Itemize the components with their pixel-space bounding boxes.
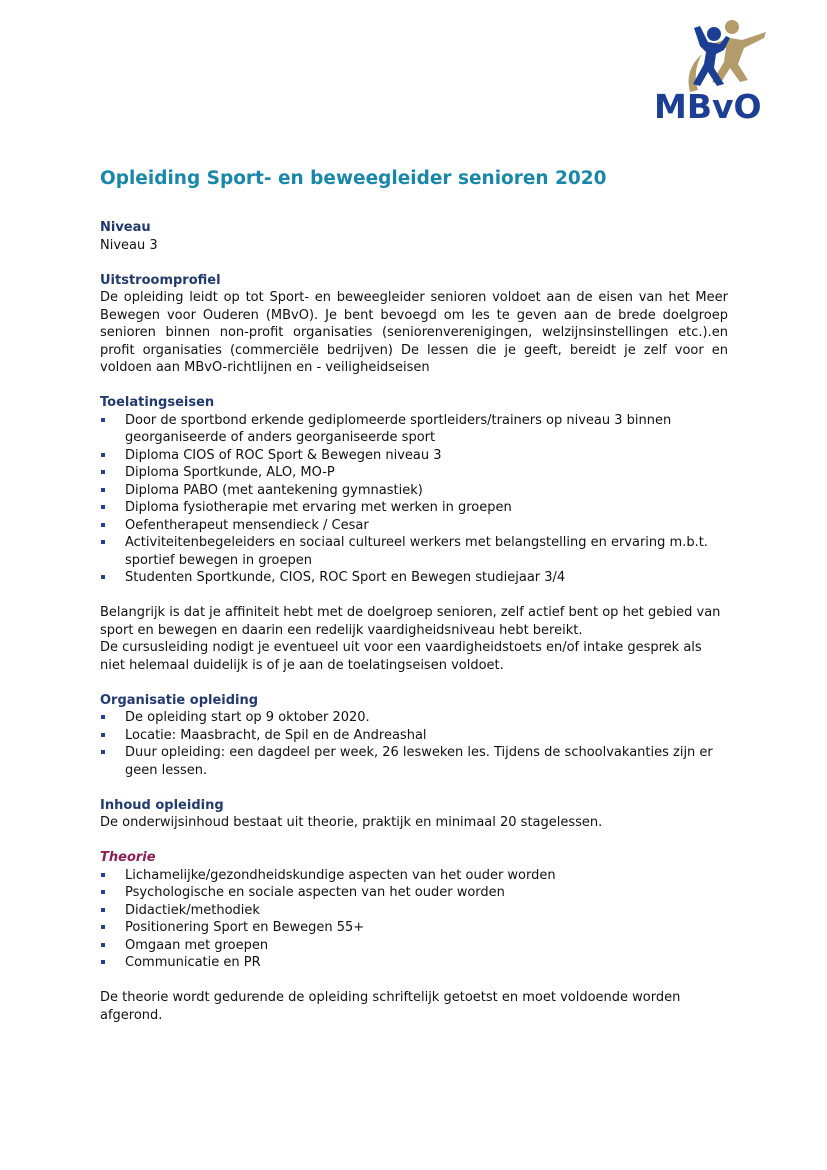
list-item: Psychologische en sociale aspecten van het ouder worden: [100, 884, 728, 902]
logo-text: MBvO: [654, 87, 762, 124]
list-item: Communicatie en PR: [100, 954, 728, 972]
theorie-section: [100, 849, 728, 972]
belangrijk-section: [100, 604, 728, 674]
list-item: Activiteitenbegeleiders en sociaal cultureel werkers met belangstelling en ervaring m.b.t. sportief bewegen in groepen: [100, 534, 728, 569]
list-item: De opleiding start op 9 oktober 2020.: [100, 709, 728, 727]
list-item: Positionering Sport en Bewegen 55+: [100, 919, 728, 937]
niveau-section: [100, 219, 728, 254]
list-item: Diploma PABO (met aantekening gymnastiek): [100, 482, 728, 500]
niveau-text: Niveau 3: [100, 237, 158, 253]
inhoud-text: De onderwijsinhoud bestaat uit theorie, praktijk en minimaal 20 stagelessen.: [100, 815, 603, 830]
cursusleiding-paragraph: De cursusleiding nodigt je eventueel uit voor een vaardigheidstoets en/of intake gesprek als niet helemaal duidelijk is of je aan de toelatingseisen voldoet.: [100, 640, 702, 673]
organisatie-section: [100, 692, 728, 780]
inhoud-heading: Inhoud opleiding: [100, 797, 224, 813]
theorie-list: [100, 867, 728, 972]
list-item: Locatie: Maasbracht, de Spil en de Andreashal: [100, 727, 728, 745]
uitstroomprofiel-heading: Uitstroomprofiel: [100, 272, 221, 288]
theorie-heading: Theorie: [100, 850, 156, 865]
uitstroomprofiel-section: [100, 272, 728, 377]
list-item: Diploma Sportkunde, ALO, MO-P: [100, 464, 728, 482]
inhoud-section: [100, 797, 728, 832]
niveau-heading: Niveau: [100, 220, 151, 235]
document-body: [100, 219, 728, 1042]
list-item: Duur opleiding: een dagdeel per week, 26 lesweken les. Tijdens de schoolvakanties zijn er geen lessen.: [100, 744, 728, 779]
mbvo-logo: [650, 14, 770, 124]
organisatie-heading: Organisatie opleiding: [100, 692, 259, 708]
list-item: Omgaan met groepen: [100, 937, 728, 955]
list-item: Didactiek/methodiek: [100, 902, 728, 920]
list-item: Diploma CIOS of ROC Sport & Bewegen niveau 3: [100, 447, 728, 465]
toelatingseisen-list: [100, 412, 728, 587]
toelatingseisen-heading: Toelatingseisen: [100, 395, 215, 410]
page-title: Opleiding Sport- en beweegleider senioren 2020: [100, 168, 607, 189]
toelatingseisen-section: [100, 394, 728, 587]
uitstroomprofiel-text: De opleiding leidt op tot Sport- en beweegleider senioren voldoet aan de eisen van het Meer Bewegen voor Ouderen (MBvO). Je bent bevoegd om les te geven aan de brede doelgroep senioren binnen non-profit organisaties (seniorenverenigingen, welzijnsinstellingen etc.).en profit organisaties (commerciële bedrijven) De lessen die je geeft, bereidt je zelf voor en voldoen aan MBvO-richtlijnen en - veiligheidseisen: [100, 290, 728, 375]
list-item: Studenten Sportkunde, CIOS, ROC Sport en Bewegen studiejaar 3/4: [100, 569, 728, 587]
theorie-closing-text: De theorie wordt gedurende de opleiding schriftelijk getoetst en moet voldoende worden afgerond.: [100, 990, 681, 1023]
organisatie-list: [100, 709, 728, 779]
belangrijk-paragraph: Belangrijk is dat je affiniteit hebt met de doelgroep senioren, zelf actief bent op het gebied van sport en bewegen en daarin een redelijk vaardigheidsniveau hebt bereikt.: [100, 605, 721, 638]
list-item: Diploma fysiotherapie met ervaring met werken in groepen: [100, 499, 728, 517]
theorie-closing-section: [100, 989, 728, 1024]
list-item: Door de sportbond erkende gediplomeerde sportleiders/trainers op niveau 3 binnen georganiseerde of anders georganiseerde sport: [100, 412, 728, 447]
list-item: Lichamelijke/gezondheidskundige aspecten van het ouder worden: [100, 867, 728, 885]
list-item: Oefentherapeut mensendieck / Cesar: [100, 517, 728, 535]
